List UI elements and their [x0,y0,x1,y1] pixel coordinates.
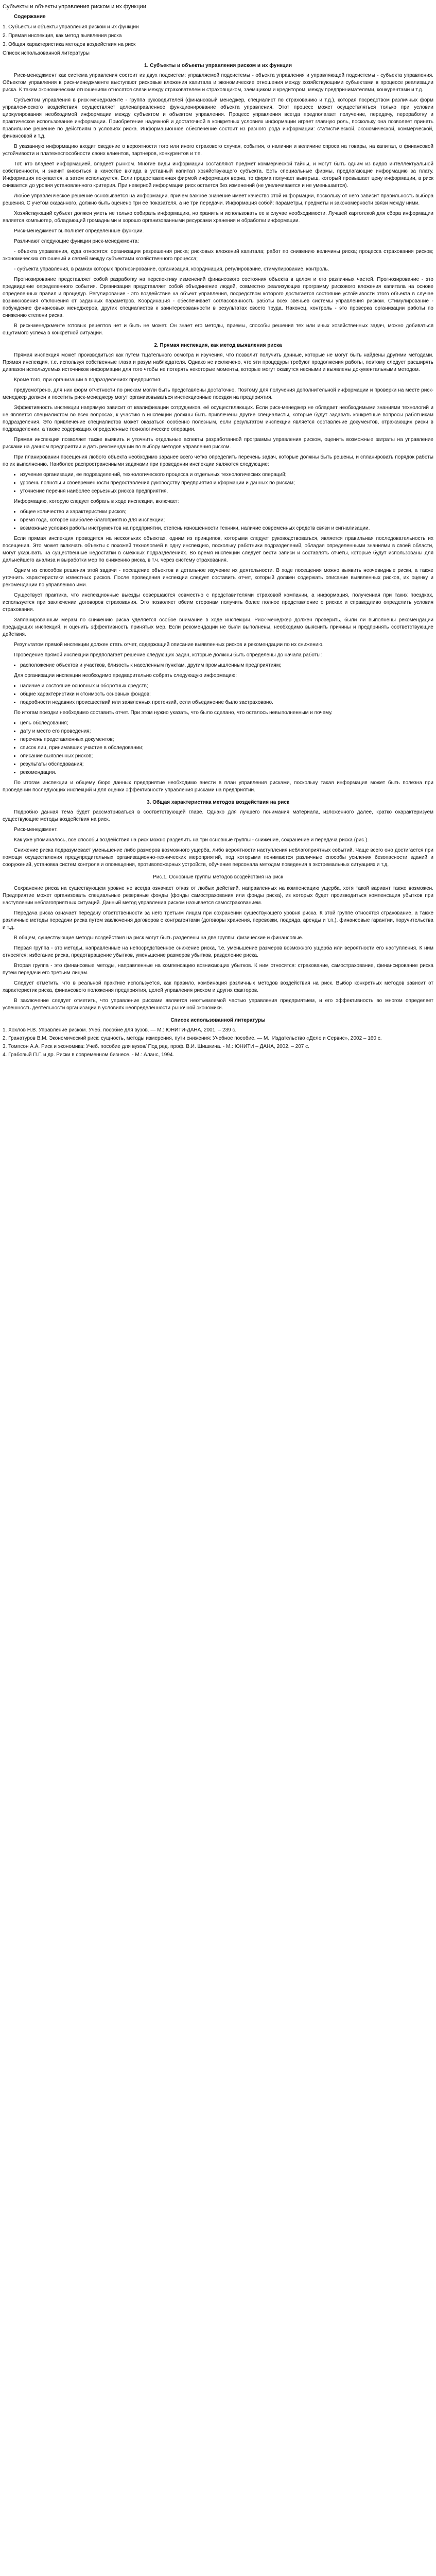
bullet-list [3,509,433,532]
paragraph: Подробно данная тема будет рассматриваться в соответствующей главе. Однако для лучшего понимания материала, изложенного далее, кратко охарактеризуем существующие методы воздействия на риск. [3,809,433,822]
list-item: • возможные условия работы инструментов на предприятии, степень изношенности техники, наличие современных средств связи и сигнализации. [20,525,433,532]
paragraph: Сохранение риска на существующем уровне не всегда означает отказ от любых действий, направленных на компенсацию ущерба, хотя такой вариант также возможен. Предприятие может организовать специальные резервные фонды (фонды самострахования или фонды риска), из которых будет производиться компенсация убытков при наступлении неблагоприятных ситуаций. Данный метод управления риском называется самострахованием. [3,886,433,906]
paragraph: В риск-менеджменте готовых рецептов нет и быть не может. Он знает его методы, приемы, способы решения тех или иных хозяйственных задач, можно добиваться ощутимого успеха в конкретной ситуации. [3,323,433,336]
section-heading: 2. Прямая инспекция, как метод выявления риска [154,343,282,348]
table-of-contents [3,13,433,57]
list-item: • рекомендации. [20,769,433,776]
paragraph: Снижение риска подразумевает уменьшение либо размеров возможного ущерба, либо вероятности наступления неблагоприятных событий. Чаще всего оно достигается при помощи осуществления предупредительных организационно-технических мероприятий, под которыми понимаются различные способы усиления безопасности зданий и сооружений, установка систем контроля и оповещения, противопожарных устройств, обучение персонала методам поведения в экстремальных ситуациях и т.д. [3,848,433,868]
paragraph: Следует отметить, что в реальной практике используется, как правило, комбинация различных методов воздействия на риск. Выбор конкретных методов зависит от характеристик риска, финансового положения предприятия, целей управления риском и других факторов. [3,980,433,993]
list-item: • общее количество и характеристики рисков; [20,509,433,516]
paragraph: В указанную информацию входит сведение о вероятности того или иного страхового случая, события, о наличии и величине спроса на товары, на капитал, о финансовой устойчивости и платежеспособности своих клиентов, партнеров, конкурентов и т.п. [3,144,433,157]
bullet-list [3,662,433,669]
toc-item: 3. Общая характеристика методов воздействия на риск [3,42,136,47]
reference-item: 3. Томпсон А.А. Риск и экономика: Учеб. пособие для вузов/ Под ред. проф. В.И. Шишкина. - М.: ЮНИТИ – ДАНА, 2002. – 207 с. [3,1044,309,1049]
paragraph: Субъектом управления в риск-менеджменте - группа руководителей (финансовый менеджер, специалист по страхованию и т.д.), которая посредством различных форм управленческого воздействия осуществляет целенаправленное функционирование объекта управления. Этот процесс может осуществляться только при условии циркулирования необходимой информации между субъектом и объектом управления. Процесс управления всегда предполагает получение, передачу, переработку и практическое использование информации. Приобретение надежной и достаточной в конкретных условиях информации играет главную роль, поскольку она позволяет принять правильное решение по действиям в условиях риска. Информационное обеспечение состоит из разного рода информации: статистической, экономической, коммерческой, финансовой и т.д. [3,97,433,139]
toc-item: 2. Прямая инспекция, как метод выявления риска [3,33,122,39]
paragraph: Прямая инспекция может производиться как путем тщательного осмотра и изучения, что позволит получить данные, которые не могут быть найдены другими методами. Прямая инспекция, т.е. используя собственные глаза и разум наблюдателя. Однако не исключено, что эти процедуры требуют продолжения работы, поэтому следует расширять диапазон используемых источников информации для того чтобы не потерять некоторые моменты, которые могут окажутся несными и выявлены документальными методом. [3,352,433,372]
bullet-list [3,683,433,706]
references-heading: Список использованной литературы [170,1018,266,1023]
paragraph: Хозяйствующий субъект должен уметь не только собирать информацию, но хранить и использовать ее в случае необходимости. Лучшей картотекой для сбора информации является компьютер, обладающий громадными и хорошо организованными ресурсами хранения и обработки информации. [3,211,433,224]
bullet-list [3,720,433,776]
paragraph: В заключение следует отметить, что управление рисками является неотъемлемой частью управления предприятием, и его эффективность во многом определяет успешность деятельности организации в условиях неопределенности рыночной экономики. [3,998,433,1011]
paragraph: - объекта управления, куда относятся: организация разрешения риска; рисковых вложений капитала; работ по снижению величины риска; процесса страхования рисков; экономических отношений и связей между субъектами хозяйственного процесса; [3,249,433,262]
paragraph: Вторая группа - это финансовые методы, направленные на компенсацию возникающих убытков. К ним относятся: страхование, самострахование, финансирование риска путем передачи его третьим лицам. [3,963,433,976]
list-item: • результаты обследования; [20,761,433,768]
toc-title: Содержание [14,14,46,20]
list-item: • уточнение перечня наиболее серьезных рисков предприятия. [20,488,433,495]
reference-item: 4. Грабовый П.Г. и др. Риски в современном бизнесе. - М.: Аланс, 1994. [3,1052,175,1058]
list-item: • изучение организации, ее подразделений, технологического процесса и отдельных технологических операций; [20,471,433,479]
paragraph: По итогам поездки необходимо составить отчет. При этом нужно указать, что было сделано, что осталось невыполненным и почему. [14,710,333,716]
paragraph: предусмотрено, для них форм отчетности по рискам могли быть представлены достаточно. Поэтому для получения дополнительной информации и проверки на месте риск-менеджер должен и посетить риск-менеджеру могут организовываться инспекционные поездки на предприятия. [3,387,433,400]
paragraph: Кроме того, при организации в подразделениях предприятия [14,377,160,383]
references-list [3,1027,433,1059]
list-item: • список лиц, принимавших участие в обследовании; [20,744,433,752]
paragraph: Эффективность инспекции напрямую зависит от квалификации сотрудников, её осуществляющих. Если риск-менеджер не обладает необходимыми знаниями технологий и не является специалистом во всех вопросах, к участию в инспекции должны быть привлечены другие специалисты, которые будут задавать конкретные вопросы работникам подразделения. Это привлечение специалистов может оказаться особенно полезным, если результатом инспекции является составление документов, отражающих риски в подразделении, а также содержащих определенные технологические операции. [3,405,433,432]
list-item: • общие характеристики и стоимость основных фондов; [20,691,433,698]
paragraph: Результатом прямой инспекции должен стать отчет, содержащий описание выявленных рисков и рекомендации по их снижению. [14,642,324,648]
list-item: • подробности недавних происшествий или заявленных претензий, если объединение было застраховано. [20,699,433,706]
list-item: • описание выявленных рисков; [20,753,433,760]
paragraph: Тот, кто владеет информацией, владеет рынком. Многие виды информации составляют предмет коммерческой тайны, и могут быть одним из видов интеллектуальной собственности, и значит вноситься в качестве вклада в уставный капитал хозяйствующего субъекта. Есть специальные фирмы, предлагающие информацию за плату. Информация покупается, а затем используется. Если предоставленная фирмой информация верна, то фирма получает выигрыш, который превышает цену информации, а риск снижается до уровня установленного критерия. При неверной информации риск остается без изменений (не увеличивается и не уменьшается). [3,161,433,189]
section-heading: 3. Общая характеристика методов воздействия на риск [147,800,289,805]
paragraph: Запланированным мерам по снижению риска уделяется особое внимание в ходе инспекции. Риск-менеджер должен проверить, были ли выполнены рекомендации предыдущих инспекций, и оценить эффективность принятых мер. Если рекомендации не были выполнены, необходимо выяснить причины и предпринять соответствующие действия. [3,617,433,637]
paragraph: Различают следующие функции риск-менеджмента: [14,239,139,244]
paragraph: Одним из способов решения этой задачи - посещение объектов и детальное изучение их деятельности. В ходе посещения можно выявить неочевидные риски, а также уточнить характеристики известных рисков. После проведения инспекции следует составить отчет, который должен содержать описание выявленных рисков, их оценку и рекомендации по управлению ими. [3,568,433,588]
paragraph: Передача риска означает передачу ответственности за него третьим лицам при сохранении существующего уровня риска. К этой группе относятся страхование, а также различные методы передачи риска путем заключения договоров с контрагентами (договоры хранения, перевозки, подряда, аренды и т.п.), финансовые гарантии, поручительства и т.д. [3,910,433,930]
paragraph: Прямая инспекция позволяет также выявить и уточнить отдельные аспекты разработанной программы управления риском, оценить возможные затраты на управление рисками на данном предприятии и дать рекомендации по выбору методов управления риском. [3,437,433,450]
document [0,0,436,1067]
figure-caption: Рис.1. Основные группы методов воздействия на риск [153,874,283,880]
paragraph: Риск-менеджмент как система управления состоит из двух подсистем: управляемой подсистемы - объекта управления и управляющей подсистемы - субъекта управления. Объектом управления в риск-менеджменте выступают рисковые вложения капитала и экономические отношения между хозяйствующими субъектами в процессе реализации риска. К таким экономическим отношениям относятся связи между страхователем и страховщиком, заемщиком и кредитором, между предпринимателями, конкурентами и т.д. [3,73,433,93]
paragraph: - субъекта управления, в рамках которых прогнозирование, организация, координация, регулирование, стимулирование, контроль. [14,266,329,272]
paragraph: Если прямая инспекция проводится на нескольких объектах, одним из принципов, которыми следует руководствоваться, является правильная последовательность их посещения. Это может включать объекты с похожей технологией в одну инспекцию, поскольку работники подразделений, обладая определенными знаниями в своей области, могут указывать на существенные недостатки в смежных подразделениях. Во время инспекции следует вести записи и составлять отчеты, которые будут использованы для дальнейшего анализа и выработки мер по снижению риска, в т.ч. через систему страхования. [3,536,433,563]
paragraph: Первая группа - это методы, направленные на непосредственное снижение риска, т.е. уменьшение размеров возможного ущерба или вероятности его наступления. К ним относятся: избегание риска, предотвращение убытков, уменьшение размеров убытков, разделение риска. [3,945,433,958]
list-item: • дату и место его проведения; [20,728,433,735]
reference-item: 1. Хохлов Н.В. Управление риском. Учеб. пособие для вузов. — М.: ЮНИТИ-ДАНА, 2001. – 239 с. [3,1027,237,1033]
toc-item: 1. Субъекты и объекты управления риском и их функции [3,24,139,30]
document-title: Субъекты и объекты управления риском и их функции [3,4,146,10]
paragraph: Риск-менеджмент. [14,827,58,833]
paragraph: Любое управленческое решение основывается на информации, причем важное значение имеет качество этой информации, поскольку от него зависит правильность выбора решения. С учетом сказанного, должно быть оценено три ее показателя, а не три передачи. Информация собой: параметры, предметы и закономерности связи между ними. [3,193,433,206]
list-item: • время года, которое наиболее благоприятно для инспекции; [20,517,433,524]
list-item: • расположение объектов и участков, близость к населенным пунктам, другим промышленным предприятиям; [20,662,433,669]
paragraph: Существует практика, что инспекционные выезды совершаются совместно с представителями страховой компании, а информация, полученная при таких поездках, используется при заключении договоров страхования. Это позволяет обеим сторонам получить более полное представление о рисках и справедливо определить условия страхования. [3,592,433,613]
paragraph: Риск-менеджмент выполняет определенные функции. [14,228,144,234]
section-heading: 1. Субъекты и объекты управления риском и их функции [144,63,292,69]
paragraph: По итогам инспекции и общему бюро данных предприятие необходимо внести в план управления рисками, поскольку такая информация может быть полезна при проведении последующих инспекций и для оценки эффективности управления рисками на предприятии. [3,780,433,793]
list-item: • перечень представленных документов; [20,736,433,743]
paragraph: Прогнозирование представляет собой разработку на перспективу изменений финансового состояния объекта в целом и его различных частей. Прогнозирование - это предвидение определенного события. Организация представляет собой объединение людей, совместно реализующих программу рискового вложения капитала на основе определенных правил и процедур. Регулирование - это воздействие на объект управления, посредством которого достигается состояние устойчивости этого объекта в случае возникновения отклонения от заданных параметров. Координация - обеспечивает согласованность работы всех звеньев системы управления риском. Стимулирование - побуждение финансовых менеджеров, других специалистов к заинтересованности в результатах своего труда. Наконец, контроль - это проверка организации работы по снижению степени риска. [3,277,433,318]
reference-item: 2. Гранатуров В.М. Экономический риск: сущность, методы измерения, пути снижения: Учебное пособие. — М.: Издательство «Дело и Сервис», 2002 – 160 с. [3,1036,382,1041]
paragraph: Для организации инспекции необходимо предварительно собрать следующую информацию: [14,673,237,679]
paragraph: Проведение прямой инспекции предполагает решение следующих задач, которые должны быть определены до начала работы: [14,652,322,658]
paragraph: Информацию, которую следует собрать в ходе инспекции, включает: [14,499,180,504]
bullet-list [3,471,433,495]
toc-item: Список использованной литературы [3,50,90,56]
list-item: • уровень полноты и своевременности предоставления руководству предприятия информации и данных по рискам; [20,480,433,487]
list-item: • цель обследования; [20,720,433,727]
paragraph: Как уже упоминалось, все способы воздействия на риск можно разделить на три основные группы - снижение, сохранение и передача риска (рис.). [14,837,369,843]
paragraph: В общем, существующие методы воздействия на риск могут быть разделены на две группы: физические и финансовые. [14,935,303,941]
list-item: • наличие и состояние основных и оборотных средств; [20,683,433,690]
paragraph: При планировании посещения любого объекта необходимо заранее всего четко определить перечень задач, которые должны быть решены, и спланировать порядок работы по их выполнению. Наиболее распространенными задачами при проведении инспекции являются следующие: [3,454,433,467]
